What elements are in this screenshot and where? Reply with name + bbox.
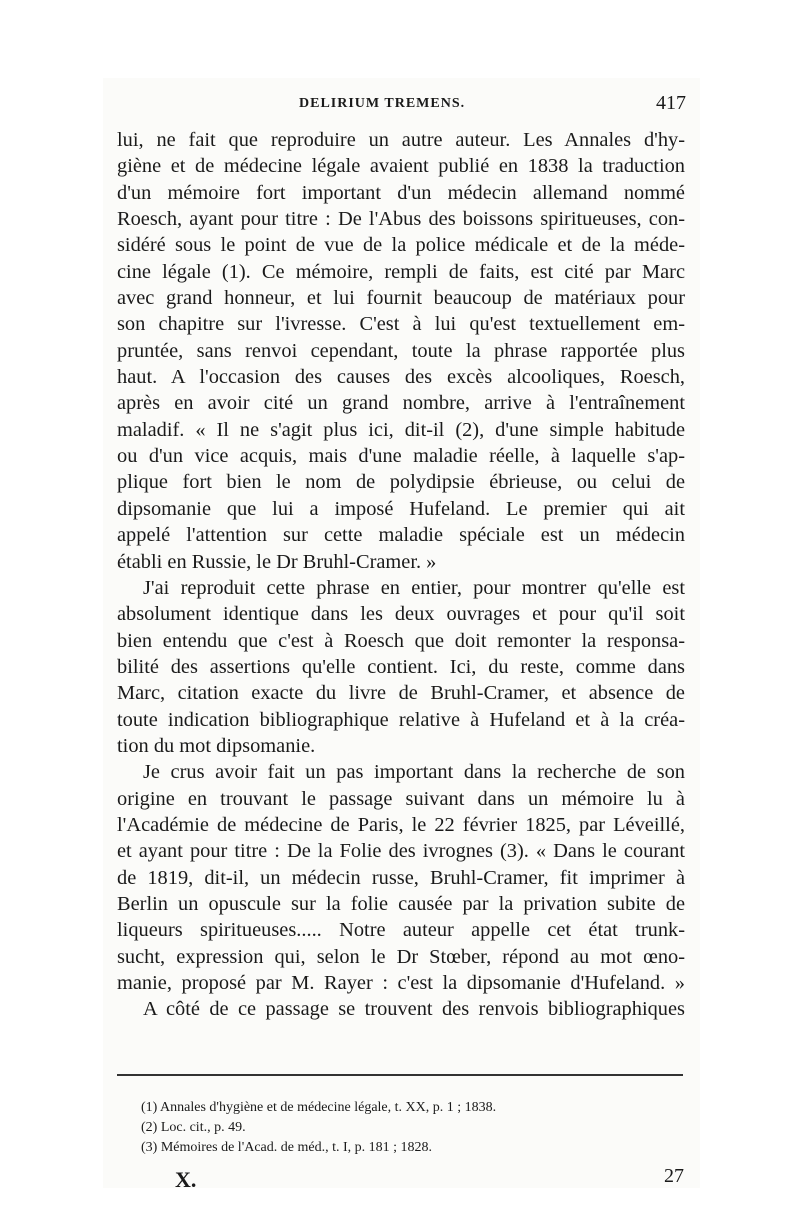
- text-line: plique fort bien le nom de polydipsie ébrieuse, ou celui de: [117, 471, 685, 494]
- text-line: après en avoir cité un grand nombre, arrive à l'entraînement: [117, 392, 685, 415]
- text-line: d'un mémoire fort important d'un médecin allemand nommé: [117, 181, 685, 204]
- footnotes: [141, 1098, 681, 1158]
- text-line: manie, proposé par M. Rayer : c'est la dipsomanie d'Hufeland. »: [117, 972, 685, 994]
- body-text: [117, 127, 685, 1023]
- signature-mark: X.: [175, 1167, 197, 1192]
- text-line: appelé l'attention sur cette maladie spéciale est un médecin: [117, 524, 685, 547]
- text-line: dipsomanie que lui a imposé Hufeland. Le premier qui ait: [117, 497, 685, 520]
- sheet-number: 27: [664, 1165, 684, 1187]
- text-line: J'ai reproduit cette phrase en entier, pour montrer qu'elle est: [143, 576, 685, 599]
- text-line: de 1819, dit-il, un médecin russe, Bruhl-Cramer, fit imprimer à: [117, 866, 685, 889]
- text-line: Marc, citation exacte du livre de Bruhl-Cramer, et absence de: [117, 682, 685, 705]
- text-line: et ayant pour titre : De la Folie des ivrognes (3). « Dans le courant: [117, 840, 685, 863]
- running-title: DELIRIUM TREMENS.: [299, 96, 466, 111]
- text-line: Roesch, ayant pour titre : De l'Abus des boissons spiritueuses, con-: [117, 208, 685, 231]
- footnote: (3) Mémoires de l'Acad. de méd., t. I, p. 181 ; 1828.: [141, 1140, 433, 1155]
- text-line: sidéré sous le point de vue de la police médicale et de la méde-: [117, 234, 685, 257]
- text-line: liqueurs spiritueuses..... Notre auteur appelle cet état trunk-: [117, 919, 685, 942]
- text-line: origine en trouvant le passage suivant dans un mémoire lu à: [117, 787, 685, 810]
- text-line: établi en Russie, le Dr Bruhl-Cramer. »: [117, 550, 437, 573]
- footnote: (2) Loc. cit., p. 49.: [141, 1120, 246, 1135]
- text-line: Je crus avoir fait un pas important dans la recherche de son: [143, 761, 685, 784]
- footnote-divider: [117, 1074, 683, 1076]
- text-line: giène et de médecine légale avaient publié en 1838 la traduction: [117, 155, 685, 178]
- text-line: Berlin un opuscule sur la folie causée par la privation subite de: [117, 892, 685, 915]
- text-line: avec grand honneur, et lui fournit beaucoup de matériaux pour: [117, 287, 685, 310]
- text-line: son chapitre sur l'ivresse. C'est à lui qu'est textuellement em-: [117, 313, 685, 336]
- running-head: [103, 92, 700, 116]
- text-line: tion du mot dipsomanie.: [117, 734, 316, 757]
- text-line: cine légale (1). Ce mémoire, rempli de faits, est cité par Marc: [117, 260, 685, 283]
- text-line: bien entendu que c'est à Roesch que doit remonter la responsa-: [117, 629, 685, 652]
- text-line: haut. A l'occasion des causes des excès alcooliques, Roesch,: [117, 366, 685, 389]
- text-line: maladif. « Il ne s'agit plus ici, dit-il (2), d'une simple habitude: [117, 418, 685, 441]
- text-line: A côté de ce passage se trouvent des renvois bibliographiques: [143, 998, 685, 1021]
- text-line: sucht, expression qui, selon le Dr Stœber, répond au mot œno-: [117, 945, 685, 968]
- page-number: 417: [656, 92, 686, 114]
- text-line: l'Académie de médecine de Paris, le 22 février 1825, par Léveillé,: [117, 813, 685, 836]
- text-line: pruntée, sans renvoi cependant, toute la phrase rapportée plus: [117, 339, 685, 362]
- text-line: toute indication bibliographique relative à Hufeland et à la créa-: [117, 708, 685, 731]
- text-line: bilité des assertions qu'elle contient. Ici, du reste, comme dans: [117, 655, 685, 678]
- footnote: (1) Annales d'hygiène et de médecine légale, t. XX, p. 1 ; 1838.: [141, 1100, 497, 1115]
- text-line: lui, ne fait que reproduire un autre auteur. Les Annales d'hy-: [117, 129, 685, 151]
- text-line: ou d'un vice acquis, mais d'une maladie réelle, à laquelle s'ap-: [117, 445, 685, 468]
- text-line: absolument identique dans les deux ouvrages et pour qu'il soit: [117, 603, 685, 626]
